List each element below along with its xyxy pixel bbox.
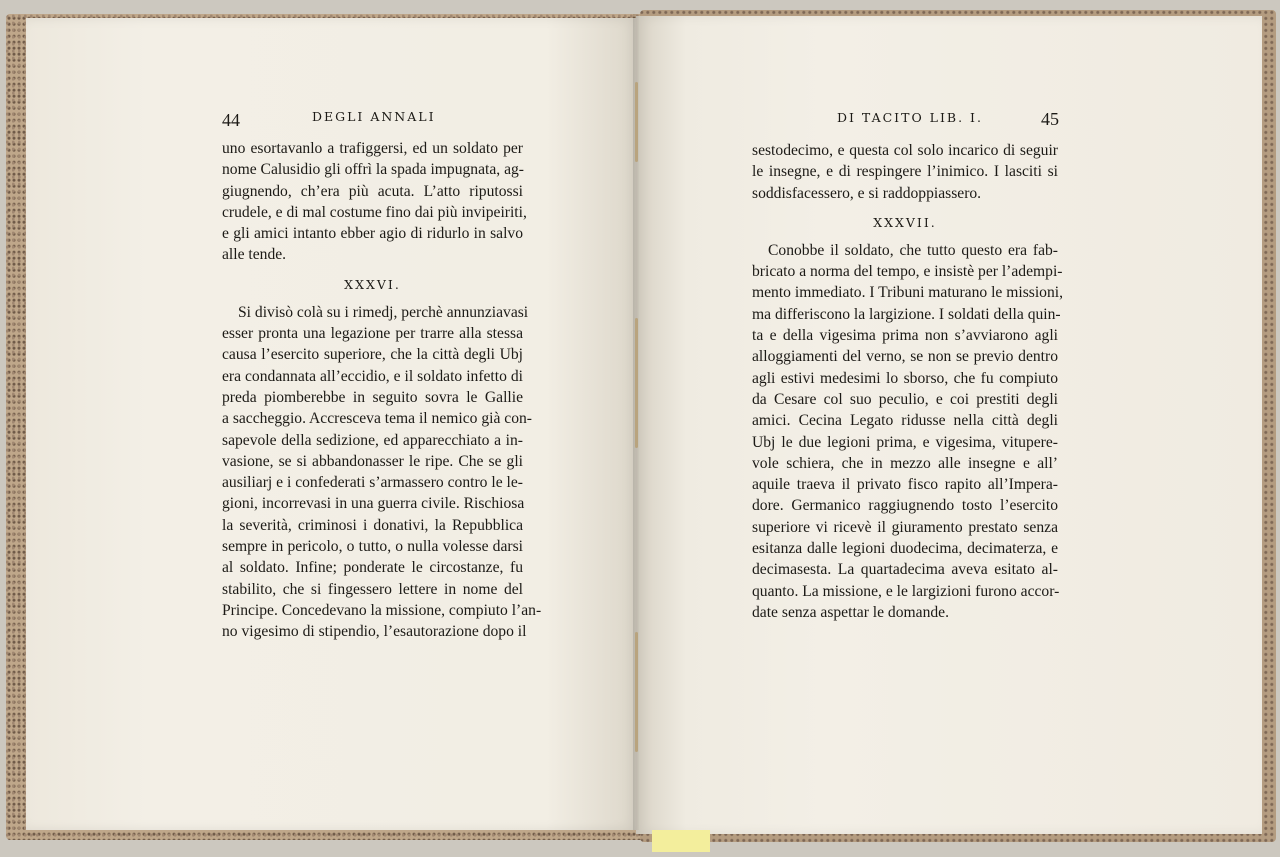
text-line: nome Calusidio gli offrì la spada impugnata, ag- bbox=[222, 161, 524, 179]
right-text-block bbox=[752, 140, 1063, 623]
text-line: dore. Germanico raggiugnendo tosto l’esercito bbox=[752, 497, 1058, 515]
text-line: superiore vi ricevè il giuramento prestato senza bbox=[752, 518, 1058, 536]
text-line: decimasesta. La quartadecima aveva esitato al- bbox=[752, 561, 1058, 579]
text-line: stabilito, che si fingessero lettere in nome del bbox=[222, 580, 523, 598]
bookmark-tab bbox=[652, 830, 710, 852]
text-line: esser pronta una legazione per trarre alla stessa bbox=[222, 325, 523, 343]
text-line: ta e della vigesima prima non s’avviarono agli bbox=[752, 327, 1058, 345]
right-page bbox=[636, 16, 1262, 834]
text-line: e gli amici intanto ebber agio di ridurlo in salvo bbox=[222, 225, 523, 243]
text-line: era condannata all’eccidio, e il soldato infetto di bbox=[222, 367, 523, 385]
text-line: da Cesare col suo peculio, e coi prestiti degli bbox=[752, 390, 1058, 408]
text-line: alle tende. bbox=[222, 246, 287, 264]
text-line: Conobbe il soldato, che tutto questo era fab- bbox=[768, 241, 1058, 259]
text-line: amici. Cecina Legato ridusse nella città degli bbox=[752, 412, 1058, 430]
section-heading-xxxvii: XXXVII. bbox=[873, 214, 937, 230]
text-line: date senza aspettar le domande. bbox=[752, 603, 949, 621]
left-page bbox=[26, 18, 638, 830]
text-line: ausiliarj e i confederati s’armassero contro le le- bbox=[222, 474, 523, 492]
right-page-number: 45 bbox=[1041, 109, 1059, 129]
text-line: no vigesimo di stipendio, l’esautorazione dopo il bbox=[222, 623, 527, 641]
text-line: aquile traeva il privato fisco rapito all’Impera- bbox=[752, 476, 1058, 494]
text-line: a saccheggio. Accresceva tema il nemico già con- bbox=[222, 410, 532, 428]
left-page-number: 44 bbox=[222, 110, 240, 130]
binding-thread bbox=[635, 318, 638, 448]
text-line: Ubj le due legioni prima, e vigesima, vitupere- bbox=[752, 433, 1058, 451]
left-running-head: DEGLI ANNALI bbox=[312, 109, 436, 124]
text-line: gioni, incorrevasi in una guerra civile. Rischiosa bbox=[222, 495, 525, 513]
text-line: le insegne, e di respingere l’inimico. I lasciti si bbox=[752, 163, 1058, 181]
binding-thread bbox=[635, 632, 638, 752]
text-line: giugnendo, ch’era più acuta. L’atto riputossi bbox=[222, 182, 523, 200]
section-heading-xxxvi: XXXVI. bbox=[344, 276, 401, 292]
text-line: uno esortavanlo a trafiggersi, ed un soldato per bbox=[222, 140, 523, 157]
text-line: sestodecimo, e questa col solo incarico di seguir bbox=[752, 142, 1058, 159]
binding-thread bbox=[635, 82, 638, 162]
right-running-head: DI TACITO LIB. I. bbox=[837, 110, 983, 125]
text-line: sapevole della sedizione, ed apparecchiato a in- bbox=[222, 431, 523, 449]
text-line: esitanza dalle legioni duodecima, decimaterza, e bbox=[752, 540, 1058, 558]
text-line: Principe. Concedevano la missione, compiuto l’an- bbox=[222, 601, 542, 619]
text-line: vole schiera, che in mezzo alle insegne e all’ bbox=[752, 454, 1058, 472]
left-text-block bbox=[222, 138, 542, 643]
text-line: bricato a norma del tempo, e insistè per l’adempi- bbox=[752, 263, 1063, 281]
text-line: vasione, se si abbandonasser le ripe. Che se gli bbox=[222, 452, 523, 470]
text-line: agli estivi medesimi lo sborso, che fu compiuto bbox=[752, 369, 1058, 387]
text-line: causa l’esercito superiore, che la città degli Ubj bbox=[222, 346, 523, 364]
text-line: alloggiamenti del verno, se non se previo dentro bbox=[752, 348, 1058, 366]
text-line: soddisfacessero, e si raddoppiassero. bbox=[752, 184, 982, 202]
text-line: crudele, e di mal costume fino dai più invipeiriti, bbox=[222, 203, 527, 221]
text-line: la severità, criminosi i donativi, la Repubblica bbox=[222, 516, 523, 534]
text-line: al soldato. Infine; ponderate le circostanze, fu bbox=[222, 559, 523, 577]
text-line: Si divisò colà su i rimedj, perchè annunziavasi bbox=[238, 303, 529, 321]
text-line: ma differiscono la largizione. I soldati della quin- bbox=[752, 305, 1061, 323]
text-line: preda piomberebbe in seguito sovra le Gallie bbox=[222, 388, 523, 406]
text-line: quanto. La missione, e le largizioni furono accor- bbox=[752, 582, 1060, 600]
text-line: sempre in pericolo, o tutto, o nulla volesse darsi bbox=[222, 538, 523, 556]
text-line: mento immediato. I Tribuni maturano le missioni, bbox=[752, 284, 1063, 302]
